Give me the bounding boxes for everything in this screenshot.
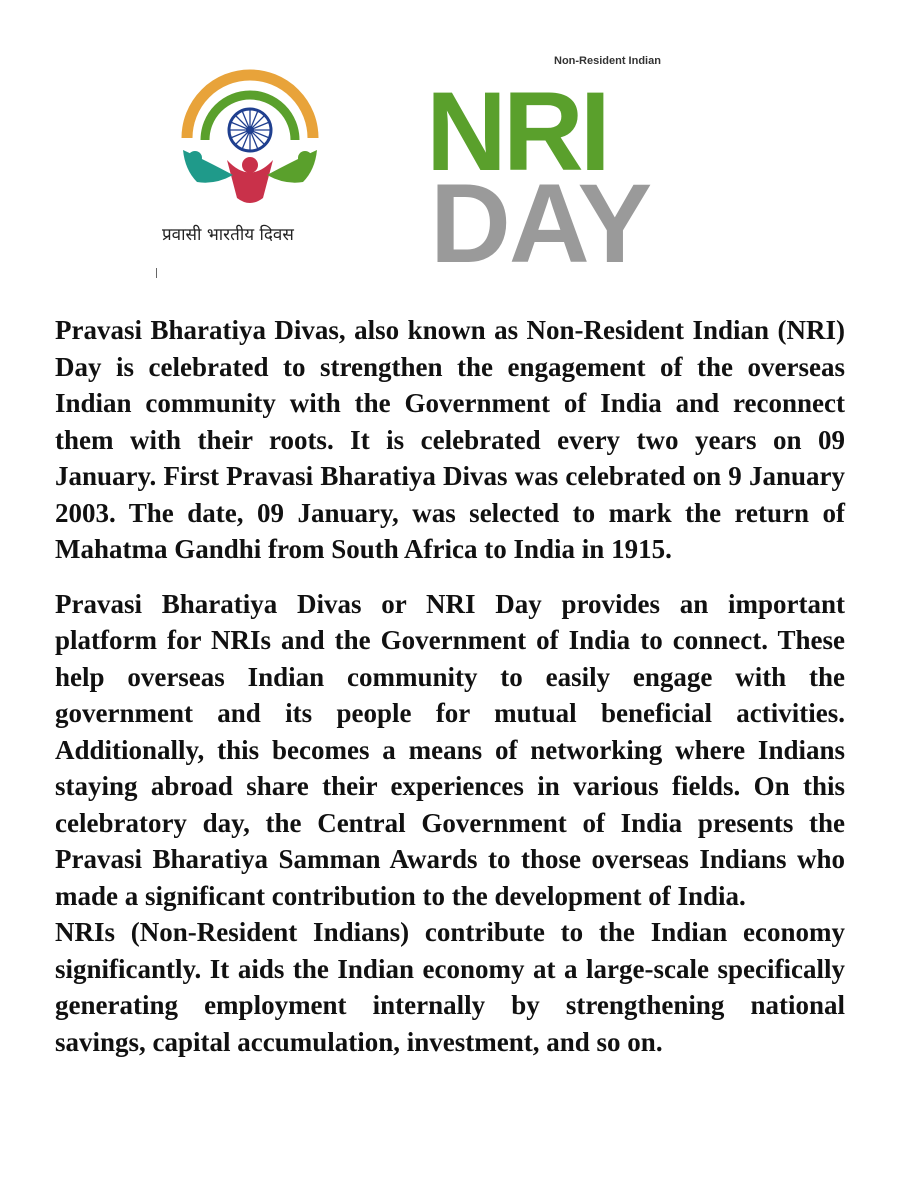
article-paragraph-2: Pravasi Bharatiya Divas or NRI Day provides an important platform for NRIs and the Government of India to connect. These help overseas Indian community to easily engage with the government and its people for mutual beneficial activities. Additionally, this becomes a means of networking where Indians staying abroad share their experiences in various fields. On this celebratory day, the Central Government of India presents the Pravasi Bharatiya Samman Awards to those overseas Indians who made a significant contribution to the development of India. [55, 588, 845, 911]
pravasi-bharatiya-divas-logo-icon [175, 60, 375, 290]
article-paragraph-1: Pravasi Bharatiya Divas, also known as Non-Resident Indian (NRI) Day is celebrated to strengthen the engagement of the overseas Indian community with the Government of India and reconnect them with their roots. It is celebrated every two years on 09 January. First Pravasi Bharatiya Divas was celebrated on 9 January 2003. The date, 09 January, was selected to mark the return of Mahatma Gandhi from South Africa to India in 1915. [55, 315, 845, 564]
nri-logo-word-bottom: DAY [430, 161, 651, 286]
nri-logo-subtitle: Non-Resident Indian [554, 55, 661, 67]
article-body [55, 312, 845, 1060]
nri-logo-word-top: NRI [426, 69, 607, 194]
header [0, 0, 897, 300]
pbd-logo-caption: प्रवासी भारतीय दिवस [162, 225, 294, 245]
article-paragraph-3: NRIs (Non-Resident Indians) contribute to the Indian economy significantly. It aids the Indian economy at a large-scale specifically generating employment internally by strengthening national savings, capital accumulation, investment, and so on. [55, 917, 845, 1057]
divider-mark [156, 268, 157, 278]
